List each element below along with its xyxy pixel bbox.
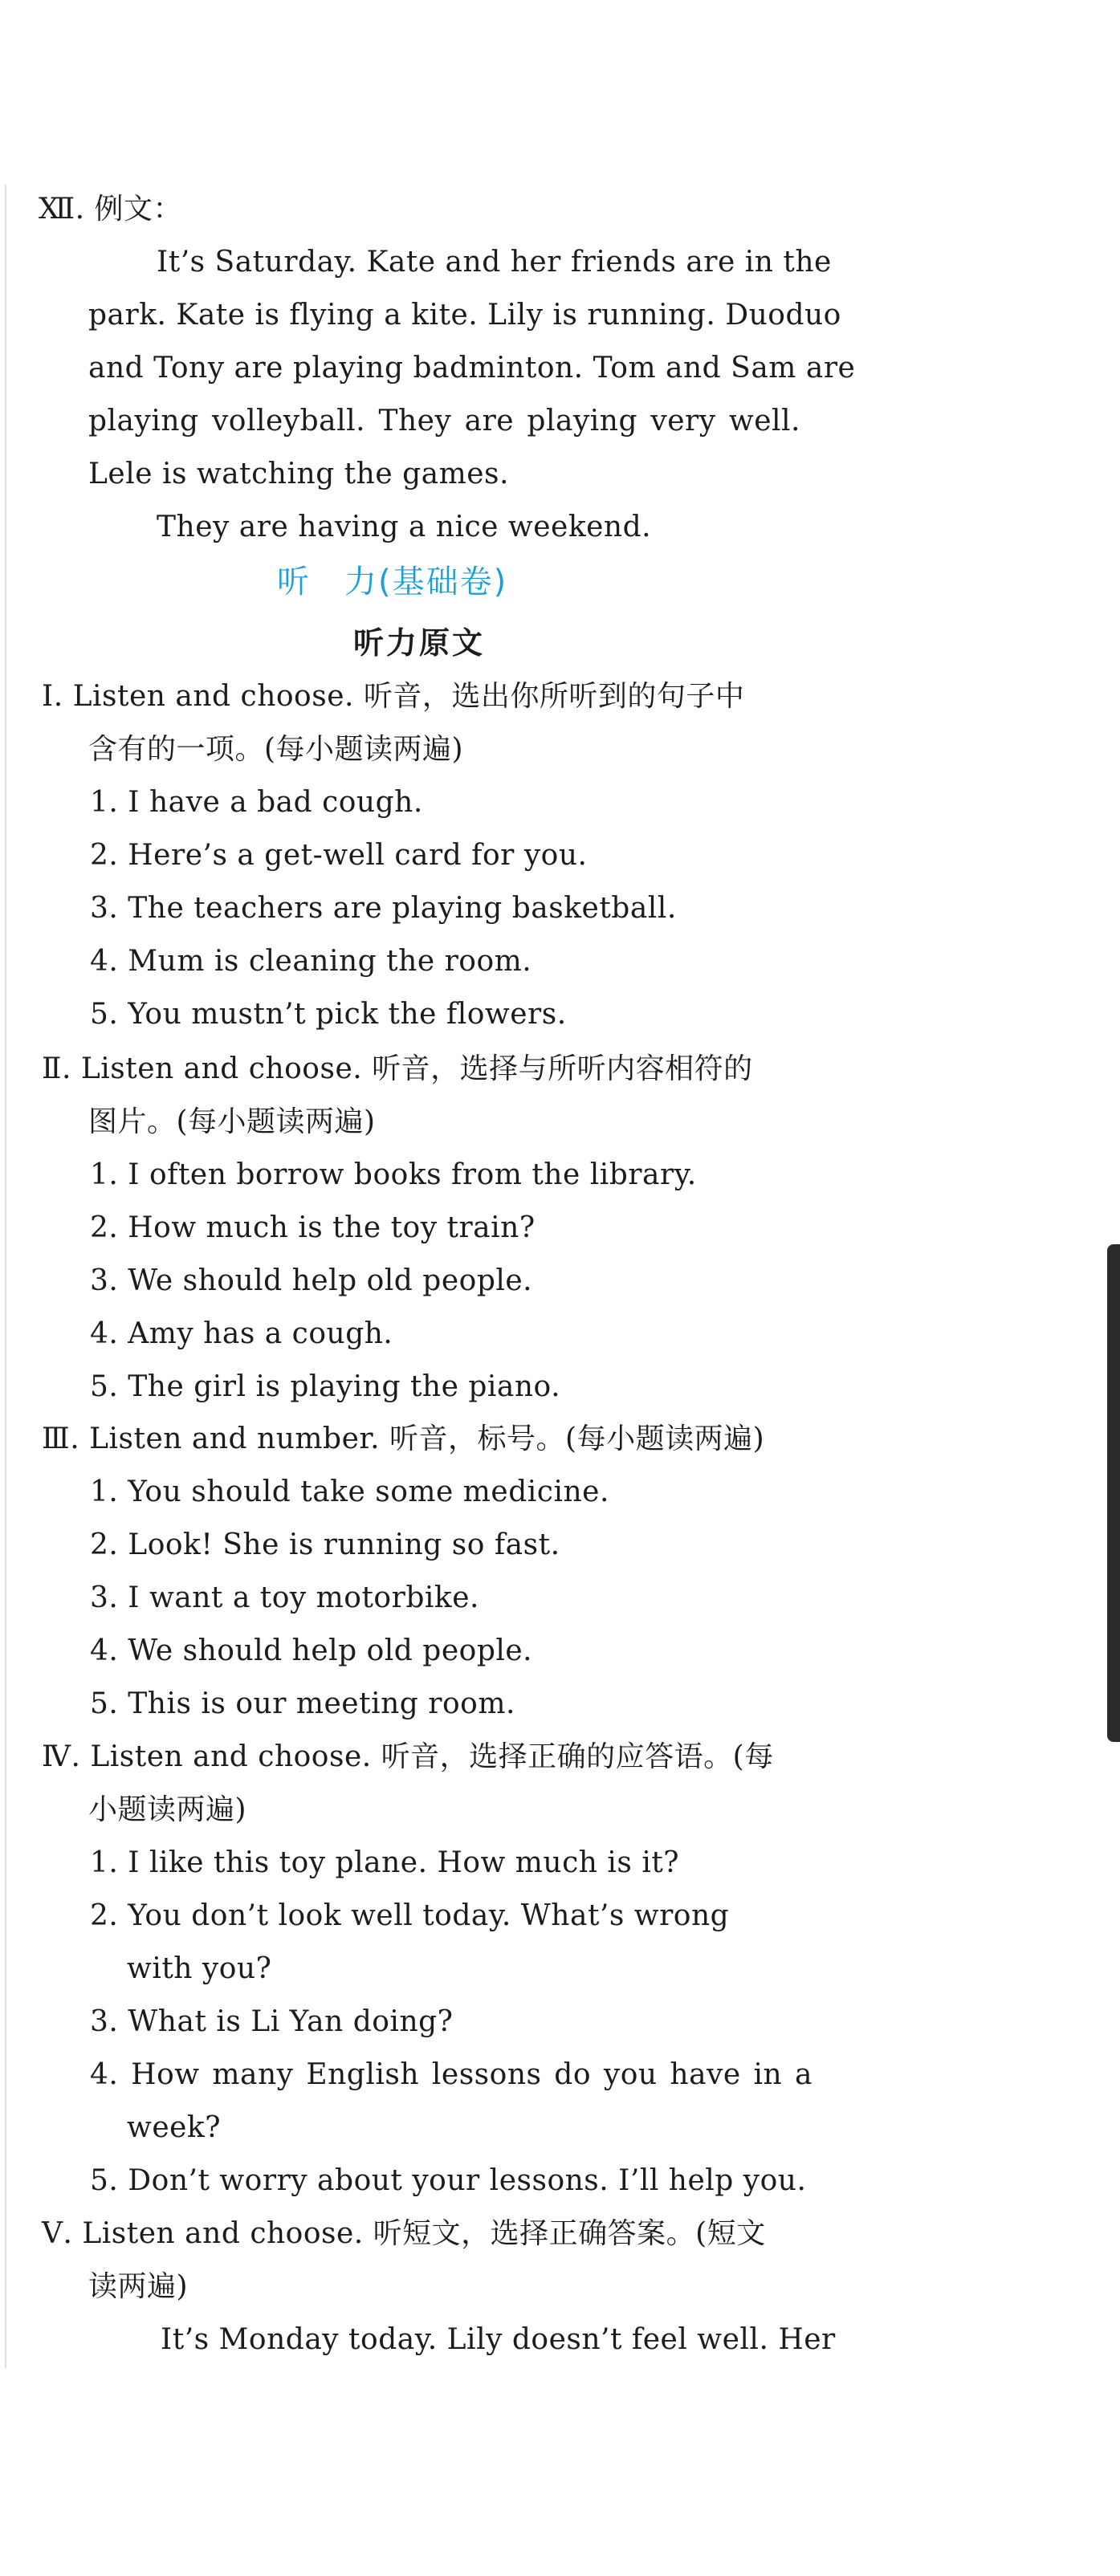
list-item-cont: with you? [127, 1952, 272, 1985]
section-2-heading: Ⅱ. Listen and choose. 听音，选择与所听内容相符的 [42, 1052, 753, 1085]
section-1-heading: Ⅰ. Listen and choose. 听音，选出你所听到的句子中 [42, 680, 745, 713]
list-item: 5. The girl is playing the piano. [90, 1370, 561, 1403]
list-item: 4. We should help old people. [90, 1634, 533, 1667]
list-item: 3. I want a toy motorbike. [90, 1581, 479, 1614]
section-13-heading: Ⅻ. 例文： [39, 193, 183, 226]
section-5-heading-cont: 读两遍) [88, 2270, 189, 2303]
section-subtitle: 听力原文 [353, 625, 486, 661]
list-item: 3. We should help old people. [90, 1264, 533, 1297]
list-item: 5. Don’t worry about your lessons. I’ll help you. [90, 2164, 807, 2197]
section-5-heading: Ⅴ. Listen and choose. 听短文，选择正确答案。(短文 [42, 2217, 766, 2250]
list-item: 4. Amy has a cough. [90, 1317, 393, 1350]
section-1-heading-cont: 含有的一项。(每小题读两遍) [88, 733, 464, 766]
section-2-heading-cont: 图片。(每小题读两遍) [88, 1105, 376, 1138]
list-item: 3. What is Li Yan doing? [90, 2005, 454, 2038]
essay-line-1: It’s Saturday. Kate and her friends are in the [157, 246, 832, 279]
list-item: 2. You don’t look well today. What’s wrong [90, 1899, 730, 1932]
essay-line-6: They are having a nice weekend. [157, 511, 652, 543]
essay-line-2: park. Kate is flying a kite. Lily is running. Duoduo [88, 299, 841, 332]
list-item: 5. This is our meeting room. [90, 1687, 515, 1720]
page-margin-line [5, 185, 6, 2368]
list-item: 1. I often borrow books from the library. [90, 1158, 697, 1191]
essay-line-3: and Tony are playing badminton. Tom and Sam are [88, 352, 856, 385]
list-item: 3. The teachers are playing basketball. [90, 892, 677, 925]
list-item: 1. I like this toy plane. How much is it? [90, 1846, 680, 1879]
section-4-heading: Ⅳ. Listen and choose. 听音，选择正确的应答语。(每 [42, 1740, 774, 1773]
list-item-cont: week? [127, 2111, 222, 2144]
list-item: 1. You should take some medicine. [90, 1475, 609, 1508]
essay-line-4: playing volleyball. They are playing very well. [88, 405, 800, 437]
section-4-heading-cont: 小题读两遍) [88, 1793, 247, 1826]
section-3-heading: Ⅲ. Listen and number. 听音，标号。(每小题读两遍) [42, 1422, 765, 1455]
list-item: 1. I have a bad cough. [90, 786, 423, 819]
passage-line-1: It’s Monday today. Lily doesn’t feel well. Her [161, 2323, 836, 2356]
list-item: 2. How much is the toy train? [90, 1211, 536, 1244]
list-item: 2. Look! She is running so fast. [90, 1528, 560, 1561]
list-item: 4. How many English lessons do you have in a [90, 2058, 813, 2091]
section-title: 听 力(基础卷) [277, 564, 508, 600]
essay-line-5: Lele is watching the games. [88, 458, 509, 490]
list-item: 5. You mustn’t pick the flowers. [90, 998, 567, 1031]
list-item: 4. Mum is cleaning the room. [90, 945, 532, 978]
list-item: 2. Here’s a get-well card for you. [90, 839, 588, 872]
scan-edge-shadow [1107, 1244, 1120, 1742]
